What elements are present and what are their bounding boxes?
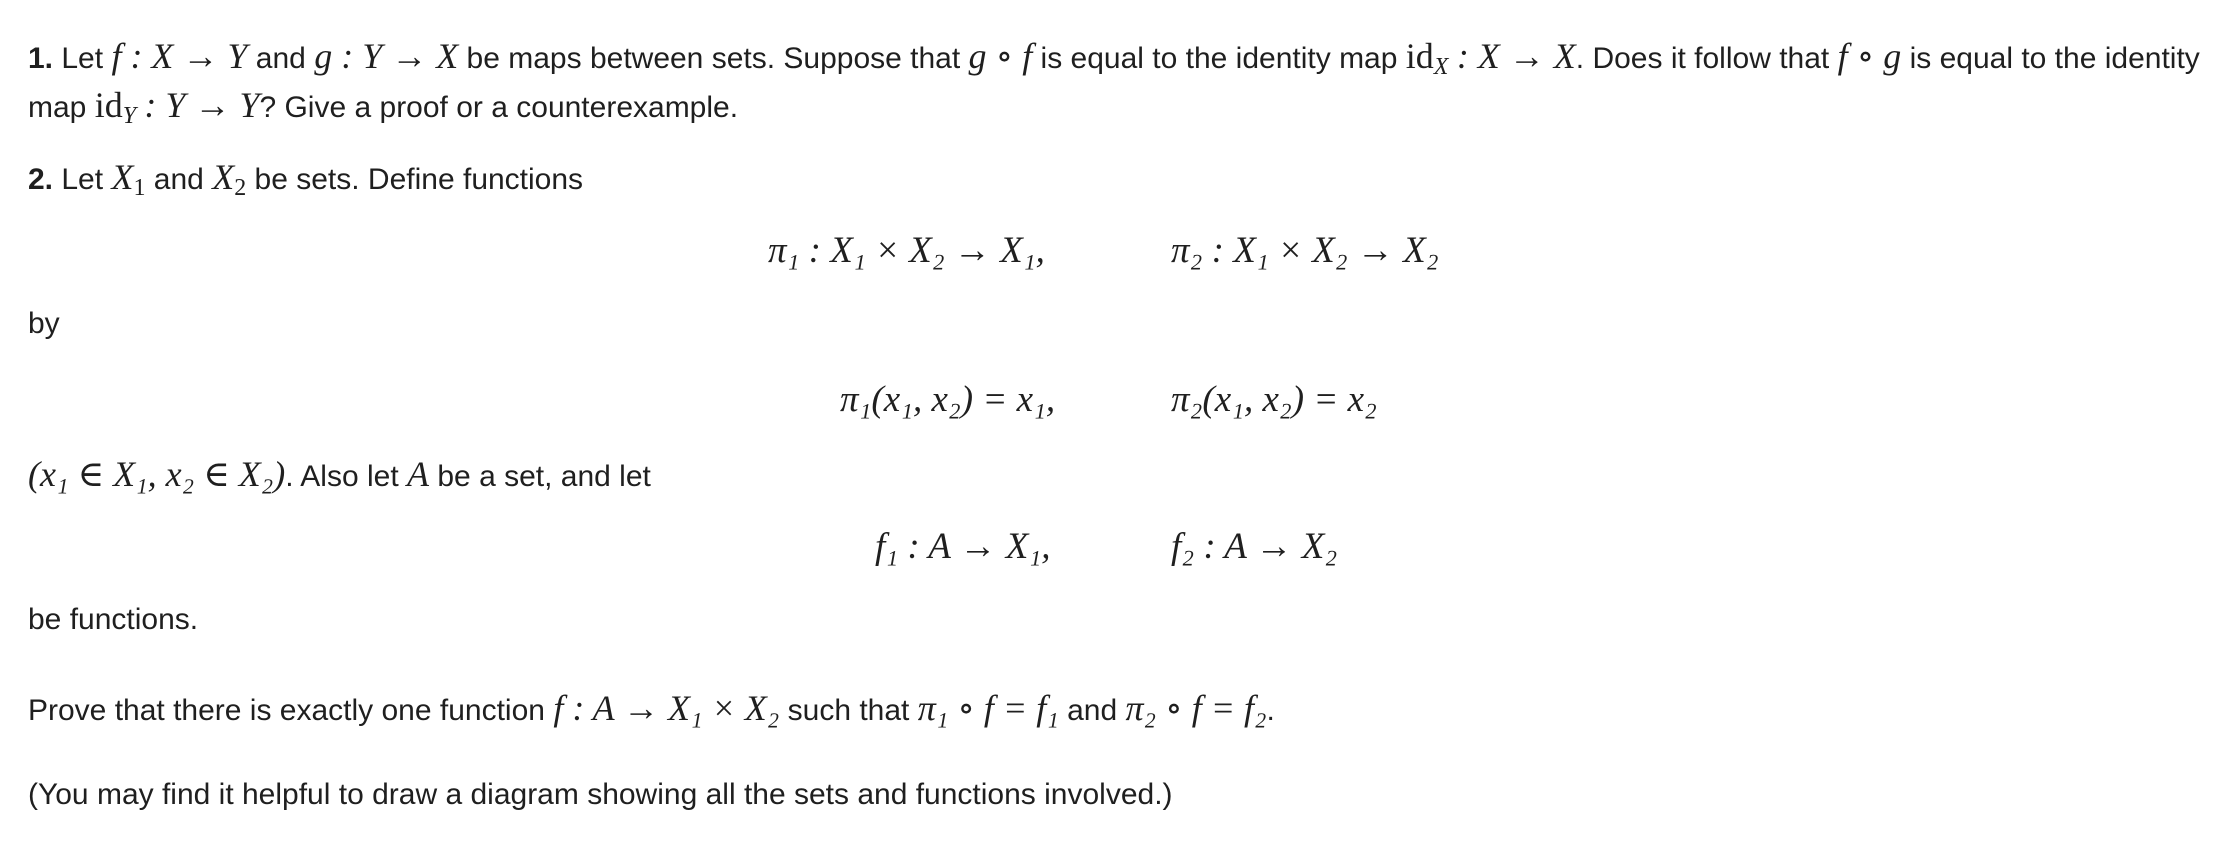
prove-text-b: such that — [787, 694, 910, 727]
projection-1-evaluation: π₁(x₁, x₂) = x₁, — [840, 379, 1056, 420]
identity-y-subscript: Y — [122, 103, 137, 129]
prove-text-c: and — [1067, 694, 1118, 727]
problem-1-text-f: is equal to the — [1909, 42, 2097, 75]
problem-2-number: 2. — [28, 163, 54, 196]
hint-text: (You may find it helpful to draw a diagram showing all the sets and functions involved.) — [28, 778, 1173, 811]
set-x1 — [111, 157, 146, 201]
identity-map-y — [94, 85, 260, 129]
problem-2-intro — [28, 155, 583, 204]
identity-x-subscript: X — [1433, 54, 1449, 80]
identity-y-symbol: id — [94, 85, 123, 125]
problem-1-text-e: . Does it follow that — [1575, 42, 1830, 75]
problem-2-text-c: be sets. Define functions — [254, 163, 584, 196]
identity-x-symbol: id — [1405, 36, 1434, 76]
problem-1-number: 1. — [28, 42, 54, 75]
condition-pi2-f: π₂ ∘ f = f₂ — [1125, 688, 1267, 728]
set-x2-base: X — [212, 157, 235, 197]
prove-text-d: . — [1266, 694, 1275, 727]
problem-1-text-a: Let — [61, 42, 104, 75]
map-f-x-to-y: f : X → Y — [111, 36, 248, 76]
membership-condition: (x₁ ∈ X₁, x₂ ∈ X₂) — [28, 454, 286, 494]
set-x2 — [212, 157, 247, 201]
word-by: by — [28, 307, 60, 340]
projection-2-evaluation: π₂(x₁, x₂) = x₂ — [1171, 379, 1377, 420]
problem-1 — [28, 34, 2218, 132]
map-g-y-to-x: g : Y → X — [314, 36, 459, 76]
prove-text-a: Prove that there is exactly one function — [28, 694, 545, 727]
set-x1-base: X — [111, 157, 134, 197]
problem-2-text-a: Let — [61, 163, 104, 196]
condition-pi1-f: π₁ ∘ f = f₁ — [917, 688, 1059, 728]
set-x2-subscript: 2 — [234, 175, 247, 201]
function-f2-definition: f₂ : A → X₂ — [1171, 526, 1338, 567]
set-x1-subscript: 1 — [133, 175, 146, 201]
membership-text-b: be a set, and let — [437, 460, 651, 493]
problem-1-text-c: be maps between sets. Suppose that — [466, 42, 961, 75]
membership-line — [28, 452, 651, 499]
problem-1-text-h: ? Give a proof or a counterexample. — [259, 91, 739, 124]
composition-g-f: g ∘ f — [968, 36, 1033, 76]
projection-1-definition: π₁ : X₁ × X₂ → X₁, — [768, 230, 1045, 271]
identity-x-signature: : X → X — [1456, 36, 1576, 76]
identity-y-signature: : Y → Y — [144, 85, 260, 125]
function-f-product: f : A → X₁ × X₂ — [553, 688, 780, 728]
function-f1-definition: f₁ : A → X₁, — [875, 526, 1051, 567]
be-functions-line: be functions. — [28, 603, 199, 636]
set-a: A — [407, 454, 430, 494]
problem-1-text-b: and — [255, 42, 306, 75]
identity-map-x — [1405, 36, 1576, 80]
composition-f-g: f ∘ g — [1837, 36, 1902, 76]
problem-2-text-b: and — [153, 163, 204, 196]
membership-text-a: . Also let — [285, 460, 399, 493]
problem-1-text-g: identity map — [28, 42, 2200, 124]
prove-statement — [28, 686, 1275, 733]
problem-1-text-d: is equal to the identity map — [1040, 42, 1398, 75]
projection-2-definition: π₂ : X₁ × X₂ → X₂ — [1171, 230, 1439, 271]
